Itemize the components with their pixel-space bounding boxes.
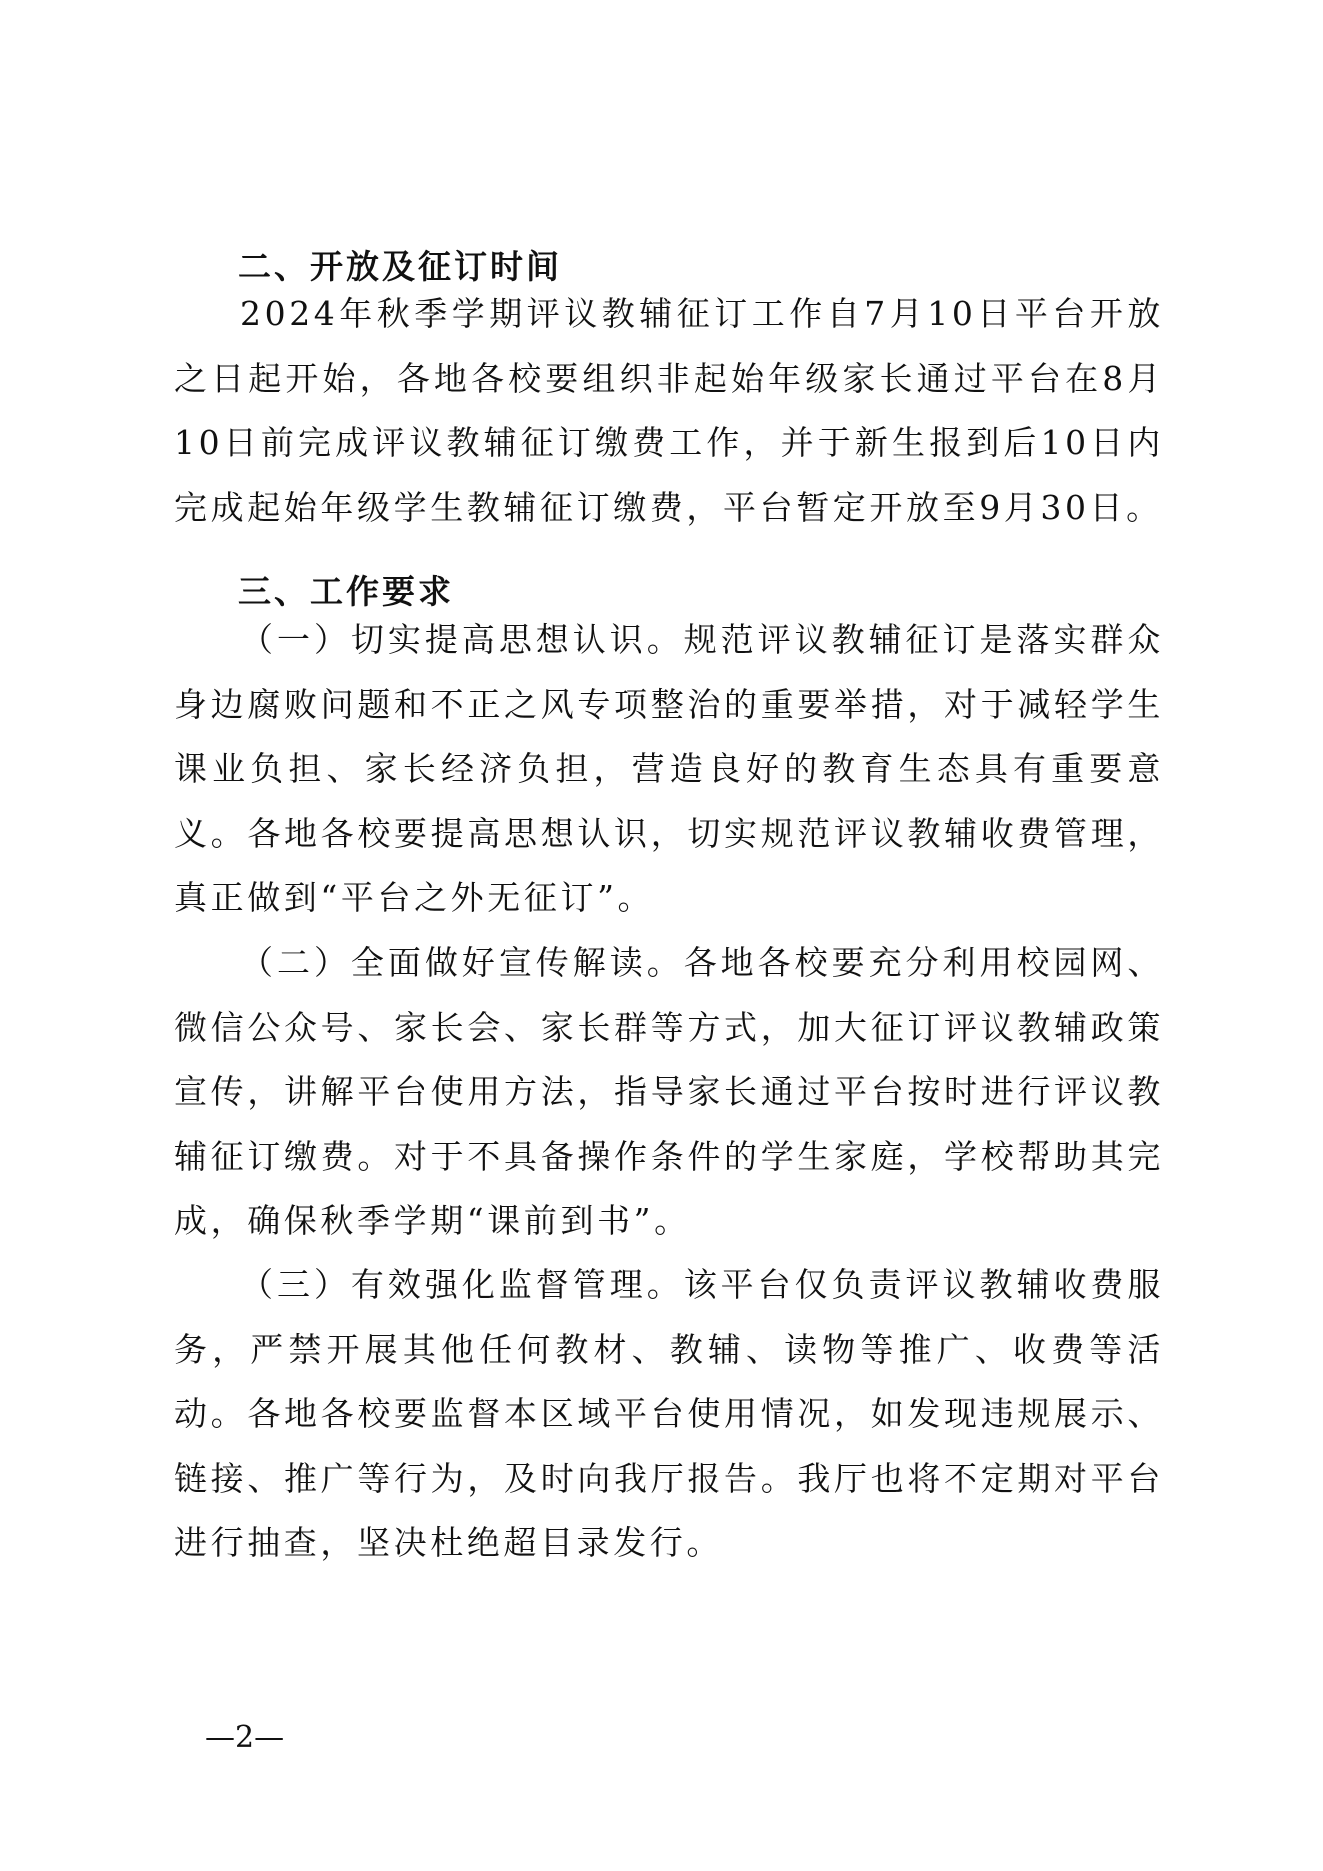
requirement-text-2: 各地各校要充分利用校园网、微信公众号、家长会、家长群等方式，加大征订评议教辅政策宣传，讲解平台使用方法，指导家长通过平台按时进行评议教辅征订缴费。对于不具备操作条件的学生家庭，学校帮助其完成，确保秋季学期“课前到书”。	[174, 943, 1164, 1240]
schedule-paragraph: 2024年秋季学期评议教辅征订工作自7月10日平台开放之日起开始，各地各校要组织非起始年级家长通过平台在8月10日前完成评议教辅征订缴费工作，并于新生报到后10日内完成起始年级学生教辅征订缴费，平台暂定开放至9月30日。	[174, 294, 1164, 527]
requirement-paragraph-3	[174, 1253, 1164, 1576]
requirement-text-3: 该平台仅负责评议教辅收费服务，严禁开展其他任何教材、教辅、读物等推广、收费等活动。各地各校要监督本区域平台使用情况，如发现违规展示、链接、推广等行为，及时向我厅报告。我厅也将不定期对平台进行抽查，坚决杜绝超目录发行。	[174, 1265, 1164, 1562]
requirement-paragraph-2	[174, 931, 1164, 1254]
requirement-lead-1: （一）切实提高思想认识。	[240, 620, 684, 659]
requirement-lead-2: （二）全面做好宣传解读。	[240, 943, 684, 982]
requirement-paragraph-1	[174, 608, 1164, 931]
requirement-lead-3: （三）有效强化监督管理。	[240, 1265, 684, 1304]
section-heading-schedule: 二、开放及征订时间	[238, 247, 562, 286]
page-number: —2—	[205, 1720, 285, 1755]
section-heading-requirements: 三、工作要求	[238, 572, 454, 611]
requirement-text-1: 规范评议教辅征订是落实群众身边腐败问题和不正之风专项整治的重要举措，对于减轻学生课业负担、家长经济负担，营造良好的教育生态具有重要意义。各地各校要提高思想认识，切实规范评议教辅收费管理，真正做到“平台之外无征订”。	[174, 620, 1164, 917]
